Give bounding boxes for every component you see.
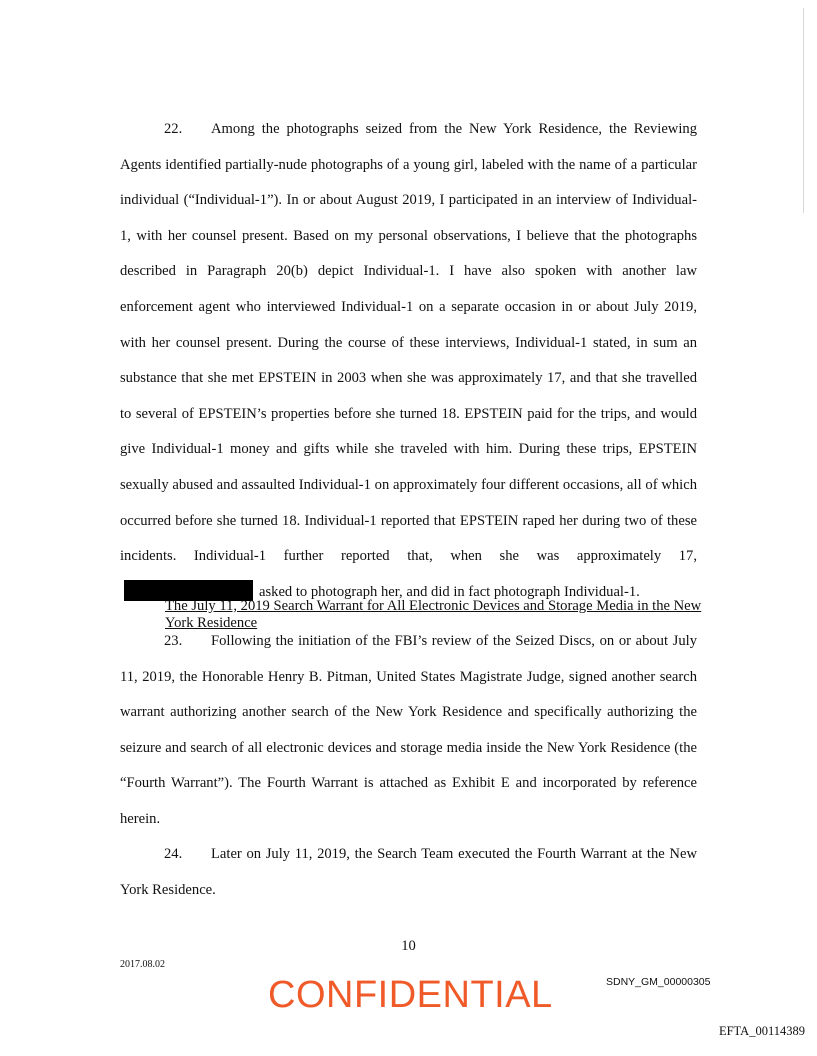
paragraph-number: 23. — [164, 633, 183, 649]
bates-number: SDNY_GM_00000305 — [606, 976, 711, 988]
paragraph-22 — [120, 112, 697, 610]
paragraph-23 — [120, 624, 697, 838]
version-date: 2017.08.02 — [120, 959, 165, 970]
paragraph-24 — [120, 837, 697, 908]
paragraph-22-text — [120, 112, 697, 610]
paragraph-number: 24. — [164, 846, 183, 862]
paragraph-23-text — [120, 624, 697, 838]
paragraph-24-text — [120, 837, 697, 908]
page-number: 10 — [401, 938, 416, 954]
scan-edge-line — [803, 8, 804, 213]
paragraph-24-body: Later on July 11, 2019, the Search Team executed the Fourth Warrant at the New York Residence. — [120, 846, 697, 898]
paragraph-number: 22. — [164, 121, 183, 137]
efta-number: EFTA_00114389 — [718, 1024, 805, 1038]
paragraph-22-body: Among the photographs seized from the New York Residence, the Reviewing Agents identified partially-nude photographs of a young girl, labeled with the name of a particular individual (“Individual-1”). In or about August 2019, I participated in an interview of Individual-1, with her counsel present. Based on my personal observations, I believe that the photographs described in Paragraph 20(b) depict Individual-1. I have also spoken with another law enforcement agent who interviewed Individual-1 on a separate occasion in or about July 2019, with her counsel present. During the course of these interviews, Individual-1 stated, in sum an substance that she met EPSTEIN in 2003 when she was approximately 17, and that she travelled to several of EPSTEIN’s properties before she turned 18. EPSTEIN paid for the trips, and would give Individual-1 money and gifts while she traveled with him. During these trips, EPSTEIN sexually abused and assaulted Individual-1 on approximately four different occasions, all of which occurred before she turned 18. Individual-1 reported that EPSTEIN raped her during two of these incidents. Individual-1 further reported that, when she was approximately 17, — [120, 121, 697, 565]
section-heading: The July 11, 2019 Search Warrant for All Electronic Devices and Storage Media in the New York Residence — [165, 598, 702, 631]
paragraph-23-body: Following the initiation of the FBI’s review of the Seized Discs, on or about July 11, 2019, the Honorable Henry B. Pitman, United States Magistrate Judge, signed another search warrant authorizing another search of the New York Residence and specifically authorizing the seizure and search of all electronic devices and storage media inside the New York Residence (the “Fourth Warrant”). The Fourth Warrant is attached as Exhibit E and incorporated by reference herein. — [120, 633, 697, 827]
paragraph-22-continuation: asked to photograph her, and did in fact photograph Individual-1. — [259, 583, 640, 600]
confidential-stamp: CONFIDENTIAL — [268, 974, 553, 1016]
